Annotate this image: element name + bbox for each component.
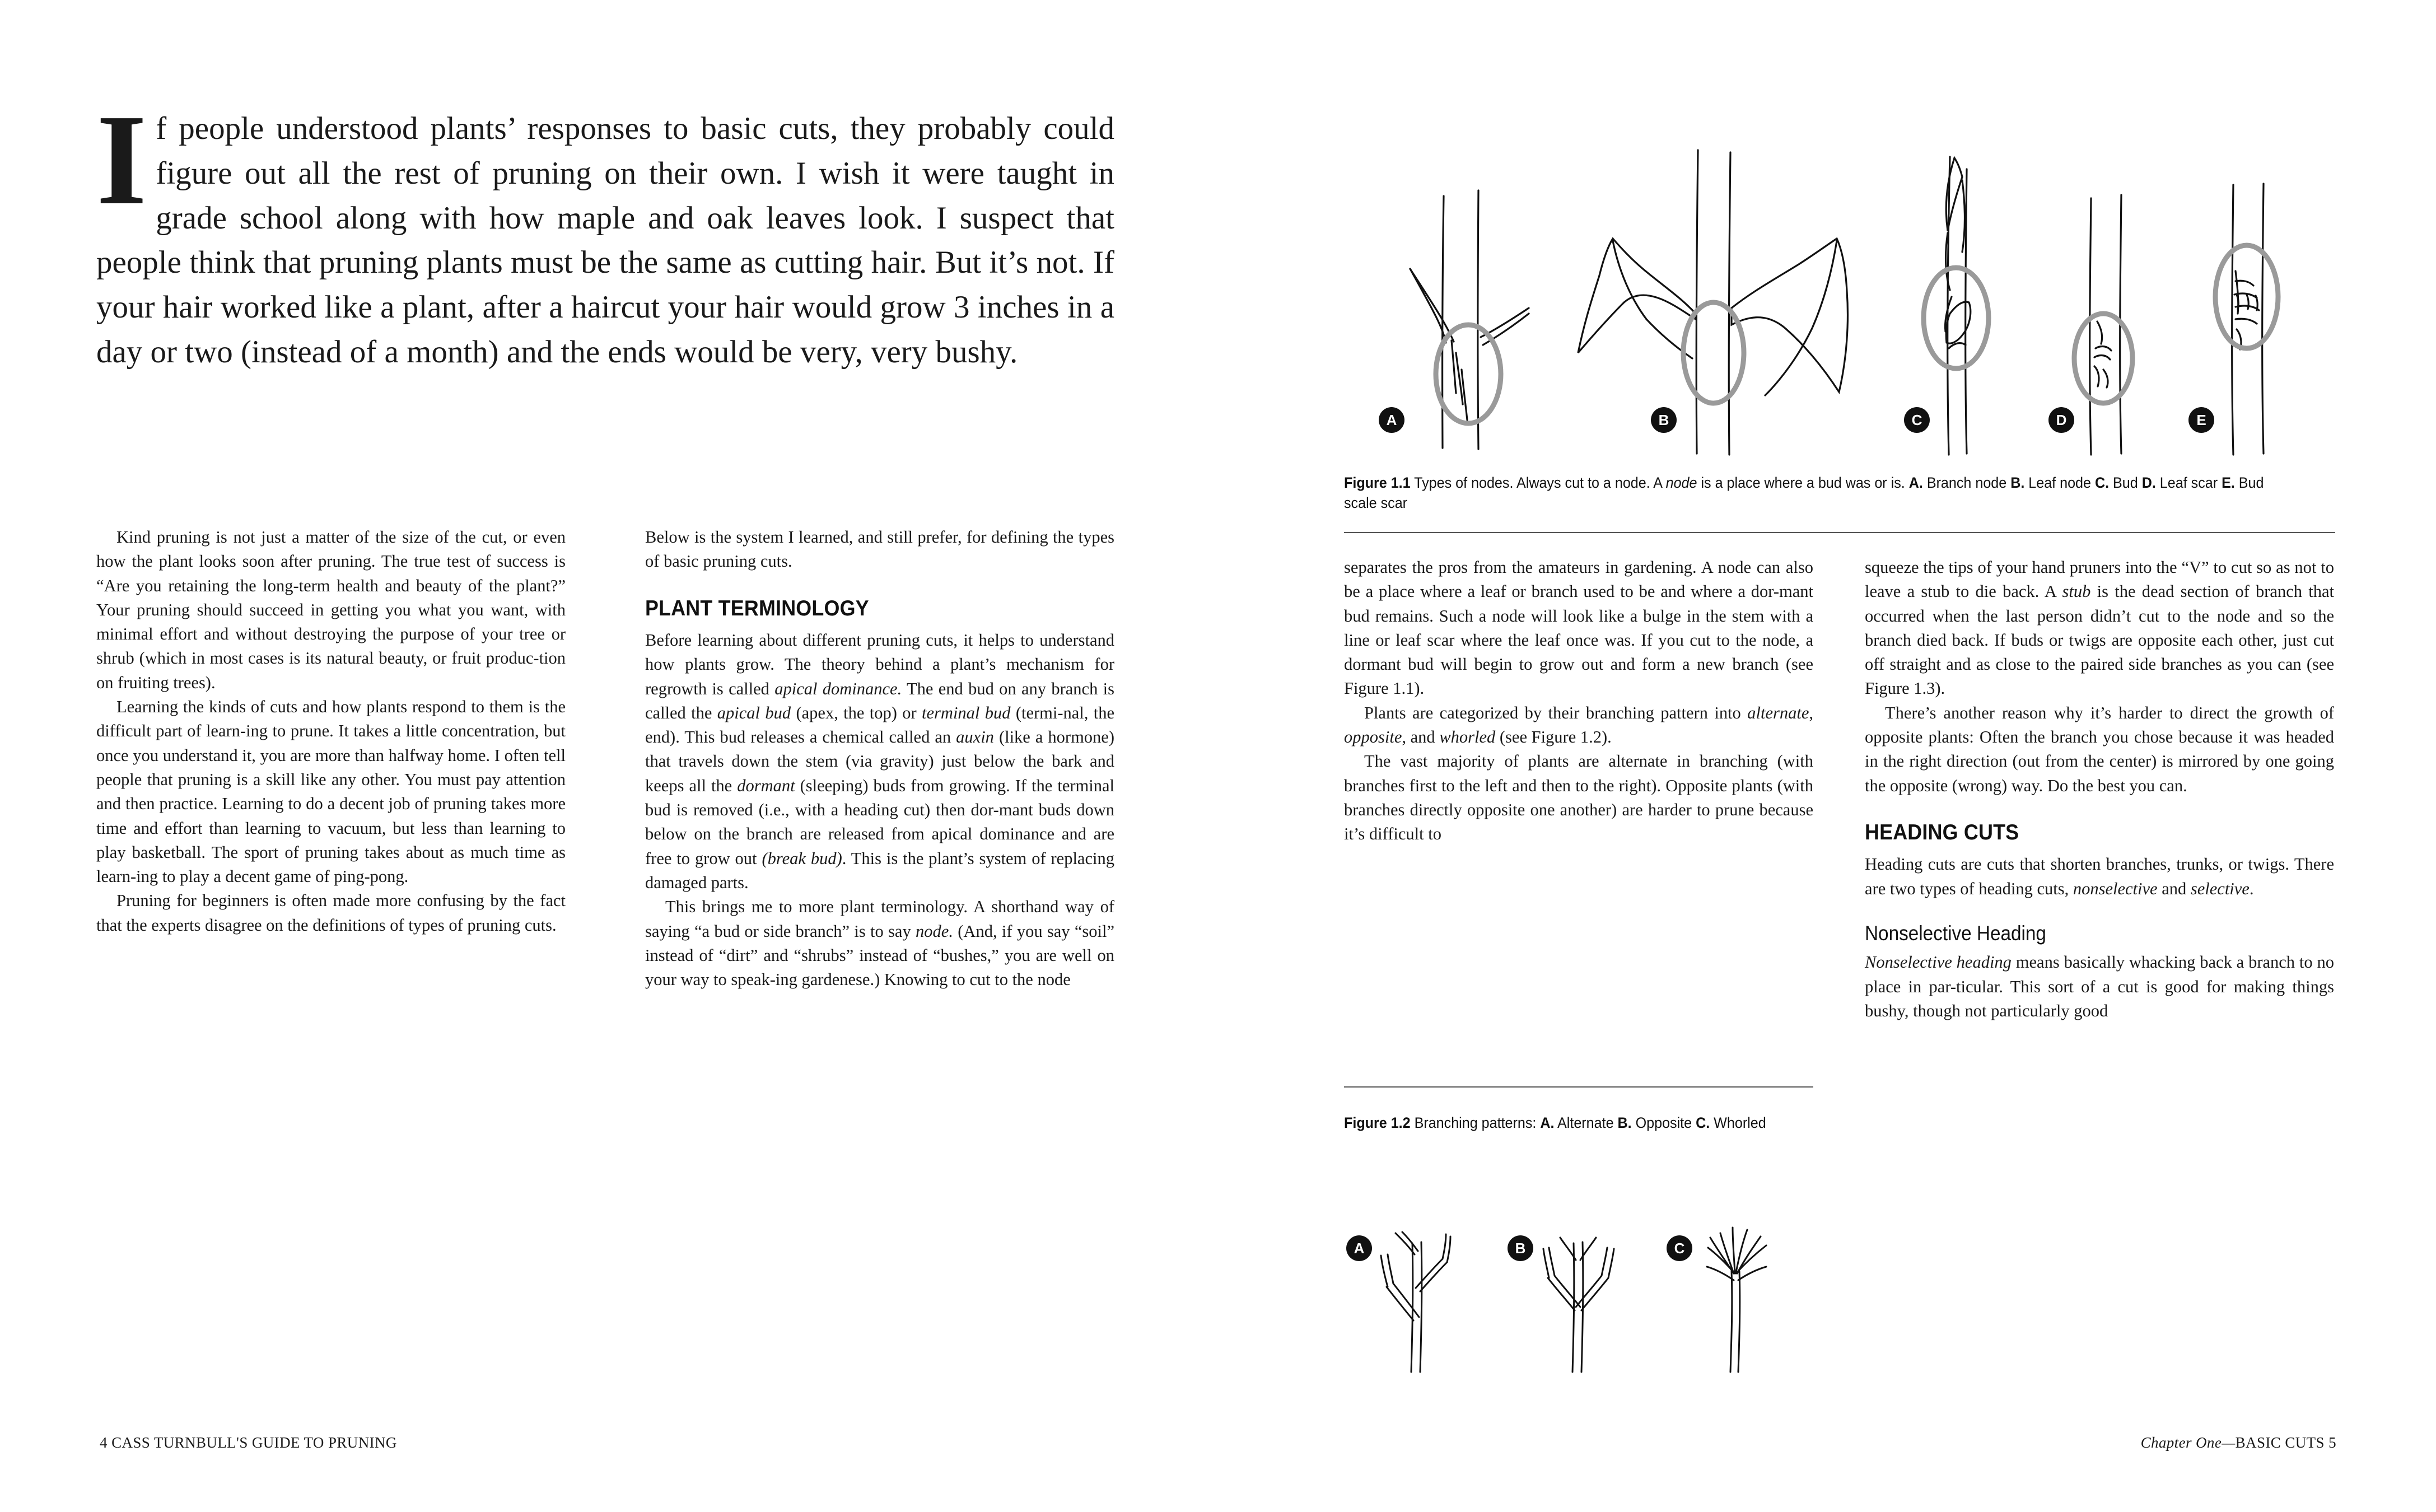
- left-column-one: [96, 525, 566, 937]
- figure-marker-b: B: [1508, 1235, 1533, 1261]
- right-page-footer: [2141, 1434, 2336, 1452]
- text-run: Before learning about different pruning cuts, it helps to understand how plants grow. The theory behind a plant’s mechanism for regrowth is called: [645, 630, 1114, 698]
- text-run: Opposite: [1631, 1114, 1696, 1131]
- text-run: (sleeping) buds from growing. If the terminal bud is removed (i.e., with a heading cut) then dor-mant buds down below on the branch are released from apical dominance and are free to grow out: [645, 776, 1114, 868]
- text-run: This brings me to more plant terminology. A shorthand way of saying “a bud or side branch” is to say: [645, 897, 1114, 941]
- text-run: Leaf node: [2024, 474, 2095, 491]
- text-run: (apex, the top) or: [791, 703, 922, 722]
- paragraph: The vast majority of plants are alternate in branching (with branches first to the left and then to the right). Opposite plants (with branches directly opposite one another) are harder to prune because it’s difficult to: [1344, 752, 1813, 844]
- text-run: Plants are categorized by their branching pattern into: [1364, 703, 1748, 722]
- intro-paragraph: [96, 88, 1114, 375]
- left-folio-page-number: 4: [100, 1434, 108, 1451]
- figure-1-1-caption: [1344, 473, 2266, 513]
- text-run: .: [2249, 879, 2254, 898]
- italic-term: selective: [2190, 879, 2250, 898]
- text-run: ,: [1809, 703, 1813, 722]
- highlight-circle-b: [1683, 302, 1744, 403]
- figure-1-2-illustration: [1344, 1170, 1813, 1378]
- italic-term: whorled: [1439, 727, 1496, 747]
- text-run: (see Figure 1.2).: [1495, 727, 1612, 747]
- right-column-one: [1344, 556, 1813, 847]
- italic-term: node: [1665, 474, 1697, 491]
- italic-term: stub: [2062, 582, 2091, 601]
- figure-1-1-illustration: [1344, 129, 2335, 459]
- text-run: The end bud on any branch is called the: [645, 679, 1114, 722]
- highlight-circle-c: [1924, 268, 1989, 368]
- figure-marker-a: A: [1379, 407, 1404, 433]
- italic-term: auxin: [956, 727, 994, 747]
- figure-number: Figure 1.1: [1344, 474, 1411, 491]
- italic-term: alternate: [1747, 703, 1809, 722]
- figure-marker-e: E: [2188, 407, 2214, 433]
- section-heading-heading-cuts: HEADING CUTS: [1865, 820, 2019, 844]
- text-run: squeeze the tips of your hand pruners into the “V” to cut so as not to leave a stub to die back. A: [1865, 558, 2334, 601]
- italic-term: dormant: [737, 776, 795, 795]
- figure-marker-d: D: [2048, 407, 2074, 433]
- left-page-columns: [96, 525, 1114, 1354]
- node-types-drawing: [1344, 129, 2335, 459]
- figure-marker-b: B: [1651, 407, 1677, 433]
- right-folio-chapter: Chapter One: [2140, 1434, 2222, 1451]
- text-run: Whorled: [1710, 1114, 1766, 1131]
- paragraph: There’s another reason why it’s harder to direct the growth of opposite plants: Often the branch you chose because it was headed in the right direction (out from the center) is mirrored by one going the opposite (wrong) way. Do the best you can.: [1865, 703, 2334, 795]
- figure-1-2-caption: [1344, 1113, 1780, 1133]
- caption-key-d: D.: [2141, 474, 2156, 491]
- text-run: is a place where a bud was or is.: [1697, 474, 1909, 491]
- left-page-footer: [100, 1434, 397, 1452]
- italic-term: (break bud): [762, 848, 842, 868]
- italic-term: node.: [916, 921, 953, 941]
- text-run: and: [2157, 879, 2191, 898]
- branching-patterns-drawing: [1344, 1170, 1813, 1378]
- paragraph: [1865, 852, 2334, 901]
- text-run: means basically whacking back a branch to no place in par-ticular. This sort of a cut is good for making things bushy, though not particularly good: [1865, 953, 2334, 1021]
- italic-term: Nonselective heading: [1865, 953, 2012, 972]
- intro-text: f people understood plants’ responses to basic cuts, they probably could figure out all the rest of pruning on their own. I wish it were taught in grade school along with how maple and oak leaves look. I suspect that people think that pruning plants must be the same as cutting hair. But it’s not. If your hair worked like a plant, after a haircut your hair would grow 3 inches in a day or two (instead of a month) and the ends would be very, very bushy.: [96, 111, 1114, 370]
- text-run: Leaf scar: [2155, 474, 2222, 491]
- text-run: Branching patterns:: [1410, 1114, 1541, 1131]
- paragraph: [645, 628, 1114, 895]
- figure-marker-c: C: [1667, 1235, 1692, 1261]
- text-run: Branch node: [1922, 474, 2011, 491]
- text-run: . This is the plant’s system of replacing damaged parts.: [645, 848, 1114, 892]
- caption-key-a: A.: [1540, 1114, 1555, 1131]
- drop-cap: I: [96, 88, 147, 232]
- paragraph: [1865, 556, 2334, 701]
- figure-1-2-rule: [1344, 1086, 1813, 1088]
- paragraph: [1865, 950, 2334, 1023]
- subsection-heading-nonselective-heading: Nonselective Heading: [1865, 921, 2046, 945]
- right-folio-chapter-title: BASIC CUTS: [2235, 1434, 2325, 1451]
- paragraph: Learning the kinds of cuts and how plants respond to them is the difficult part of learn-ing to prune. It takes a little concentration, but once you understand it, you are more than halfway home. I often tell people that pruning is a skill like any other. You must pay attention and then practice. Learning to do a decent job of pruning takes more time and effort than learning to vacuum, but less than learning to play basketball. The sport of pruning takes about as much time as learn-ing to play a decent game of ping-pong.: [96, 697, 566, 886]
- italic-term: terminal bud: [922, 703, 1011, 722]
- left-column-two: [645, 525, 1114, 992]
- highlight-circle-a: [1436, 325, 1501, 423]
- section-heading-plant-terminology: PLANT TERMINOLOGY: [645, 596, 869, 620]
- left-folio-book-title: CASS TURNBULL'S GUIDE TO PRUNING: [111, 1434, 397, 1451]
- italic-term: apical dominance.: [774, 679, 902, 698]
- right-folio-dash: —: [2222, 1434, 2236, 1451]
- text-run: (And, if you say “soil” instead of “dirt” and “shrubs” instead of “bushes,” you are well on your way to speak-ing gardenese.) Knowing to cut to the node: [645, 921, 1114, 990]
- paragraph: separates the pros from the amateurs in gardening. A node can also be a place where a leaf or branch used to be and where a dor-mant bud remains. Such a node will look like a bulge in the stem with a line or leaf scar where the leaf once was. If you cut to the node, a dormant bud will begin to grow out and form a new branch (see Figure 1.1).: [1344, 558, 1813, 698]
- caption-key-c: C.: [2094, 474, 2110, 491]
- figure-number: Figure 1.2: [1344, 1114, 1411, 1131]
- caption-key-c: C.: [1696, 1114, 1710, 1131]
- caption-key-a: A.: [1908, 474, 1923, 491]
- paragraph: Pruning for beginners is often made more confusing by the fact that the experts disagree on the definitions of types of pruning cuts.: [96, 891, 566, 935]
- paragraph: [1344, 701, 1813, 750]
- caption-key-b: B.: [2010, 474, 2025, 491]
- caption-key-b: B.: [1617, 1114, 1632, 1131]
- text-run: Heading cuts are cuts that shorten branches, trunks, or twigs. There are two types of heading cuts,: [1865, 855, 2334, 898]
- figure-marker-a: A: [1346, 1235, 1372, 1261]
- paragraph: Below is the system I learned, and still prefer, for defining the types of basic pruning cuts.: [645, 528, 1114, 571]
- text-run: is the dead section of branch that occurred when the last person didn’t cut to the node and so the branch died back. If buds or twigs are opposite each other, just cut off straight and as close to the paired side branches as you can (see Figure 1.3).: [1865, 582, 2334, 698]
- text-run: Bud scale scar: [1344, 474, 2264, 511]
- figure-1-1-rule: [1344, 532, 2335, 533]
- italic-term: apical bud: [717, 703, 791, 722]
- text-run: Types of nodes. Always cut to a node. A: [1410, 474, 1666, 491]
- text-run: (termi-nal, the end). This bud releases a chemical called an: [645, 703, 1115, 747]
- paragraph: [645, 895, 1114, 992]
- text-run: Bud: [2109, 474, 2142, 491]
- right-folio-page-number: 5: [2328, 1434, 2336, 1451]
- caption-key-e: E.: [2222, 474, 2235, 491]
- right-column-two: [1865, 556, 2334, 1023]
- figure-marker-c: C: [1904, 407, 1930, 433]
- text-run: , and: [1402, 727, 1440, 747]
- italic-term: opposite: [1344, 727, 1402, 747]
- italic-term: nonselective: [2073, 879, 2158, 898]
- highlight-circle-d: [2074, 314, 2132, 403]
- paragraph: Kind pruning is not just a matter of the size of the cut, or even how the plant looks soon after pruning. The true test of success is “Are you retaining the long-term health and beauty of the plant?” Your pruning should succeed in getting you what you want, with minimal effort and without destroying the purpose of your tree or shrub (which in most cases is its natural beauty, or fruit produc-tion on fruiting trees).: [96, 528, 566, 692]
- text-run: (like a hormone) that travels down the stem (via gravity) just below the bark and keeps all the: [645, 727, 1114, 795]
- text-run: Alternate: [1554, 1114, 1618, 1131]
